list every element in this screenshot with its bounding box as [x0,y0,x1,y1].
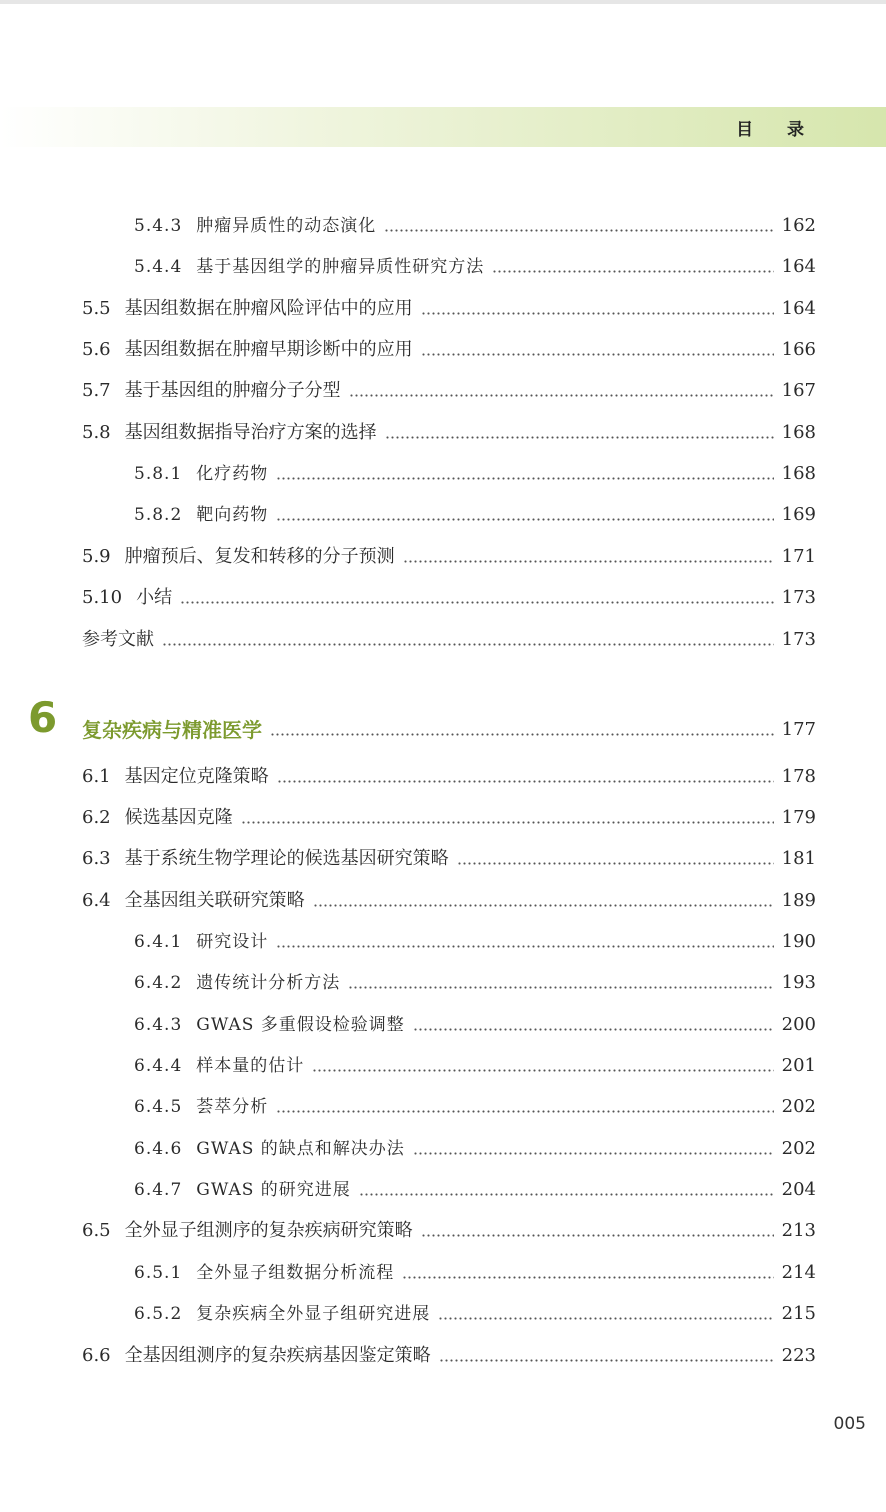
toc-entry-text [134,211,382,241]
toc-entry-number: 6.4.5 [134,1097,183,1117]
toc-entry-title: 基因组数据在肿瘤早期诊断中的应用 [124,339,413,360]
toc-entry-number: 5.9 [82,546,111,567]
dot-leader [385,436,774,439]
toc-entry[interactable] [0,1216,886,1246]
chapter-entry[interactable] [0,715,886,745]
dot-leader [384,229,774,232]
toc-entry-title: 样本量的估计 [196,1056,305,1076]
toc-entry-page: 181 [781,848,816,869]
toc-entry-title: 基于基因组学的肿瘤异质性研究方法 [196,257,485,277]
toc-entry-title: GWAS 的缺点和解决办法 [196,1139,405,1159]
dot-leader [402,1276,774,1279]
dot-leader [421,353,774,356]
toc-entry-number: 6.4.7 [134,1180,183,1200]
header-band [0,107,886,147]
toc-entry-number: 6.4.1 [134,932,183,952]
toc-entry-text [134,500,274,530]
toc-entry-page: 189 [781,890,816,911]
toc-entry-page: 200 [781,1014,816,1035]
toc-entry[interactable] [0,418,886,448]
toc-entry-text [82,583,178,613]
header-title: 目 录 [736,120,818,140]
toc-entry[interactable] [0,1051,886,1081]
toc-entry-title: GWAS 的研究进展 [196,1180,351,1200]
dot-leader [180,601,774,604]
toc-entry-page: 214 [781,1262,816,1283]
dot-leader [276,945,774,948]
dot-leader [312,1069,774,1072]
toc-entry[interactable] [0,252,886,282]
toc-entry-page: 164 [781,256,816,277]
toc-entry-number: 6.4.2 [134,973,183,993]
toc-entry[interactable] [0,625,886,655]
toc-entry-title: 基于基因组的肿瘤分子分型 [124,380,341,401]
toc-entry-title: 参考文献 [82,629,154,650]
toc-entry-text [134,459,274,489]
toc-entry-title: 靶向药物 [196,505,269,525]
toc-entry-page: 168 [781,422,816,443]
toc-entry[interactable] [0,500,886,530]
toc-entry-text [82,376,347,406]
toc-entry-number: 6.4.6 [134,1139,183,1159]
page-number: 005 [833,1414,866,1434]
toc-entry[interactable] [0,968,886,998]
toc-entry-text [134,1134,411,1164]
dot-leader [457,862,774,865]
toc-entry-title: 肿瘤异质性的动态演化 [196,216,377,236]
toc-entry[interactable] [0,1175,886,1205]
toc-entry-text [82,542,401,572]
dot-leader [313,904,774,907]
toc-entry-text [82,335,419,365]
toc-entry-page: 166 [781,339,816,360]
toc-entry-number: 5.7 [82,380,111,401]
toc-entry-title: 全外显子组测序的复杂疾病研究策略 [124,1220,413,1241]
toc-entry-number: 6.6 [82,1345,111,1366]
toc-entry-title: 全基因组关联研究策略 [124,890,305,911]
dot-leader [421,1234,774,1237]
toc-entry[interactable] [0,1134,886,1164]
toc-entry-text [134,1299,436,1329]
toc-entry-text [134,1258,400,1288]
toc-entry[interactable] [0,459,886,489]
toc-entry-title: 荟萃分析 [196,1097,269,1117]
toc-entry-title: 小结 [136,587,173,608]
toc-entry-number: 5.6 [82,339,111,360]
dot-leader [438,1317,774,1320]
toc-entry[interactable] [0,762,886,792]
toc-entry[interactable] [0,1092,886,1122]
toc-entry-text [82,294,419,324]
toc-entry-page: 202 [781,1138,816,1159]
dot-leader [276,518,774,521]
toc-entry-number: 5.5 [82,298,111,319]
toc-entry-page: 173 [781,629,816,650]
toc-entry-title: 候选基因克隆 [124,807,233,828]
dot-leader [349,394,774,397]
chapter-page: 177 [781,719,816,740]
toc-entry[interactable] [0,335,886,365]
toc-entry-text [134,1092,274,1122]
toc-entry-number: 6.4 [82,890,111,911]
toc-entry-page: 223 [781,1345,816,1366]
toc-entry[interactable] [0,583,886,613]
toc-entry-number: 5.8.1 [134,464,183,484]
toc-entry[interactable] [0,542,886,572]
dot-leader [162,643,774,646]
toc-entry-title: 研究设计 [196,932,269,952]
toc-entry-number: 5.8 [82,422,111,443]
toc-entry-number: 5.4.3 [134,216,183,236]
toc-entry-title: 基于系统生物学理论的候选基因研究策略 [124,848,449,869]
dot-leader [413,1152,774,1155]
dot-leader [492,270,774,273]
top-rule [0,0,886,4]
chapter-title: 复杂疾病与精准医学 [82,718,262,742]
toc-entry-page: 213 [781,1220,816,1241]
toc-entry-title: 基因定位克隆策略 [124,766,269,787]
toc-entry-page: 164 [781,298,816,319]
toc-entry-text [82,1216,419,1246]
toc-entry-page: 169 [781,504,816,525]
toc-entry-text [134,252,490,282]
dot-leader [276,477,774,480]
toc-entry-page: 190 [781,931,816,952]
toc-entry[interactable] [0,1258,886,1288]
toc-entry-text [82,844,455,874]
toc-entry-text [82,1341,437,1371]
dot-leader [413,1028,774,1031]
toc-entry-text [82,886,311,916]
toc-entry-text [134,1010,411,1040]
toc-entry-title: 基因组数据指导治疗方案的选择 [124,422,377,443]
toc-entry-text [82,625,160,655]
toc-entry-title: 遗传统计分析方法 [196,973,341,993]
dot-leader [439,1359,774,1362]
toc-entry-text [134,927,274,957]
toc-entry-page: 162 [781,215,816,236]
toc-entry-text [82,418,383,448]
toc-entry-text [82,803,239,833]
toc-entry-page: 201 [781,1055,816,1076]
toc-entry-title: GWAS 多重假设检验调整 [196,1015,405,1035]
toc-entry[interactable] [0,1010,886,1040]
toc-entry-number: 5.8.2 [134,505,183,525]
toc-entry-title: 全外显子组数据分析流程 [196,1263,395,1283]
toc-entry-page: 168 [781,463,816,484]
toc-entry[interactable] [0,294,886,324]
toc-entry-number: 5.4.4 [134,257,183,277]
chapter-title-wrap [82,715,268,747]
toc-entry-page: 202 [781,1096,816,1117]
toc-entry-page: 171 [781,546,816,567]
dot-leader [241,821,774,824]
dot-leader [403,560,774,563]
toc-entry-title: 肿瘤预后、复发和转移的分子预测 [124,546,395,567]
toc-entry-title: 全基因组测序的复杂疾病基因鉴定策略 [124,1345,431,1366]
toc-entry[interactable] [0,927,886,957]
toc-entry-number: 6.4.4 [134,1056,183,1076]
toc-entry[interactable] [0,1299,886,1329]
toc-entry-page: 178 [781,766,816,787]
toc-entry-number: 6.4.3 [134,1015,183,1035]
toc-entry[interactable] [0,376,886,406]
toc-entry-text [82,762,275,792]
toc-entry-number: 6.1 [82,766,111,787]
toc-entry-number: 6.5 [82,1220,111,1241]
toc-entry-title: 化疗药物 [196,464,269,484]
toc-entry[interactable] [0,211,886,241]
toc-entry-page: 204 [781,1179,816,1200]
dot-leader [348,986,774,989]
dot-leader [277,780,774,783]
chapter-number: 6 [28,693,58,742]
toc-entry-page: 215 [781,1303,816,1324]
dot-leader [270,733,774,736]
toc-entry-number: 6.3 [82,848,111,869]
dot-leader [276,1110,774,1113]
toc-entry[interactable] [0,844,886,874]
toc-entry-text [134,968,346,998]
toc-entry[interactable] [0,886,886,916]
toc-entry-page: 179 [781,807,816,828]
toc-entry-number: 5.10 [82,587,123,608]
dot-leader [359,1193,774,1196]
toc-entry-number: 6.5.1 [134,1263,183,1283]
toc-entry-text [134,1051,310,1081]
toc-entry-title: 基因组数据在肿瘤风险评估中的应用 [124,298,413,319]
toc-entry[interactable] [0,803,886,833]
toc-entry-number: 6.5.2 [134,1304,183,1324]
toc-entry-text [134,1175,357,1205]
toc-entry-page: 173 [781,587,816,608]
toc-entry-title: 复杂疾病全外显子组研究进展 [196,1304,431,1324]
toc-entry-page: 193 [781,972,816,993]
dot-leader [421,312,774,315]
toc-entry-page: 167 [781,380,816,401]
toc-entry-number: 6.2 [82,807,111,828]
toc-entry[interactable] [0,1341,886,1371]
